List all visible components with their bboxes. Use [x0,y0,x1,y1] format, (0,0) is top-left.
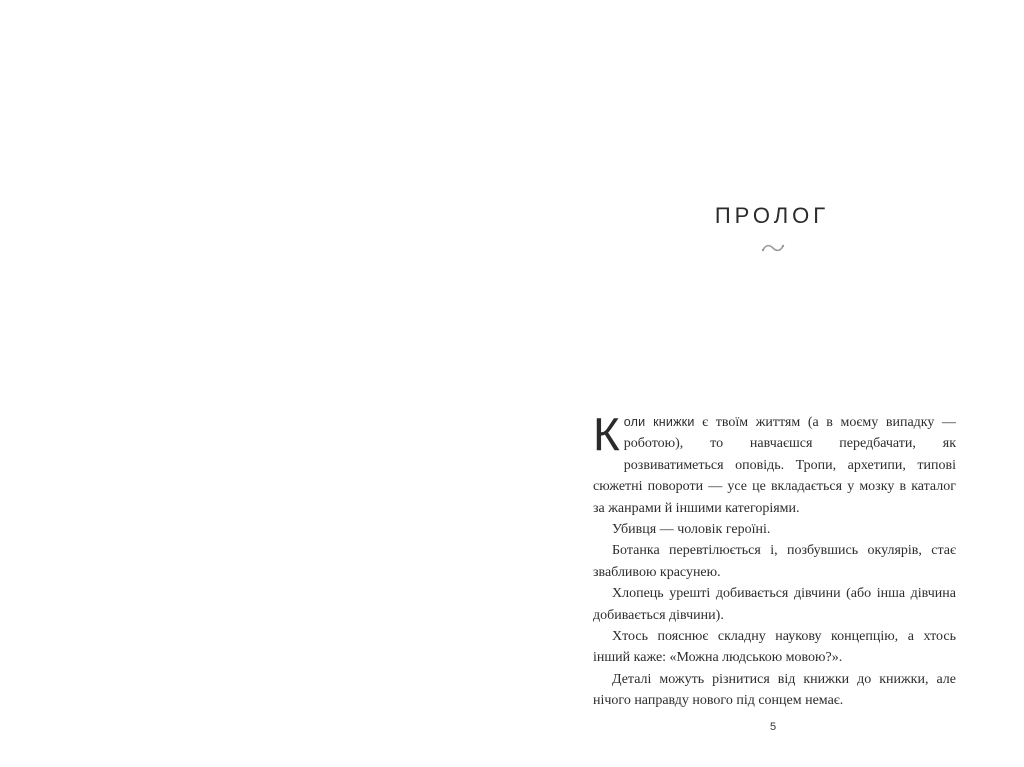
paragraph-first [593,408,957,519]
paragraph: Хтось пояснює складну наукову концепцію, а хтось інший каже: «Можна людською мовою?». [593,629,956,666]
chapter-text [593,408,957,712]
paragraph: Убивця — чоловік героїні. [612,522,771,538]
page-number: 5 [769,721,777,733]
paragraph: Хлопець урешті добивається дівчини (або інша дівчина добивається дівчини). [593,586,956,623]
tilde-flourish-icon [760,241,786,255]
paragraph: Деталі можуть різнитися від книжки до книжки, але нічого направду нового під сонцем немає. [593,671,956,709]
right-page [512,0,1024,767]
paragraph: Ботанка перевтілюється і, позбувшись окулярів, стає звабливою красунею. [593,543,956,580]
chapter-title: ПРОЛОГ [714,203,830,228]
lead-in-smallcaps: оли книжки [623,415,695,429]
paragraph-first-text: є твоїм життям (а в моєму випадку — роботою), то навчаєшся передбачати, як розвиватиметься оповідь. Тропи, архетипи, типові сюжетні повороти — усе це вкладається у мозку в каталог за жанрами й іншими категоріями. [593,415,957,516]
drop-cap: К [593,408,620,460]
